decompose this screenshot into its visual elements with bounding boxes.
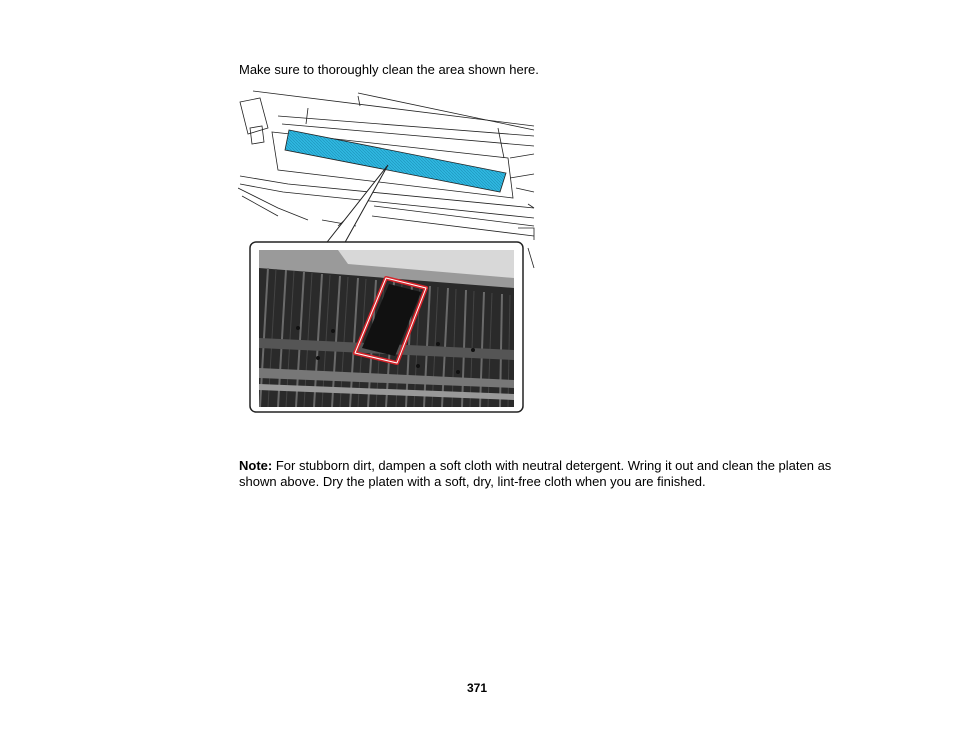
intro-text: Make sure to thoroughly clean the area shown here. xyxy=(239,62,539,77)
inset-photo xyxy=(259,250,514,407)
page-number: 371 xyxy=(466,681,488,695)
note-text: For stubborn dirt, dampen a soft cloth with neutral detergent. Wring it out and clean the platen as shown above. Dry the platen with a soft, dry, lint-free cloth when you are finished. xyxy=(239,458,832,489)
platen-cleaning-illustration xyxy=(238,88,538,418)
callout-pointer xyxy=(324,165,388,246)
note-paragraph xyxy=(239,458,839,490)
platen-highlight xyxy=(285,130,506,192)
note-label: Note: xyxy=(239,458,273,473)
